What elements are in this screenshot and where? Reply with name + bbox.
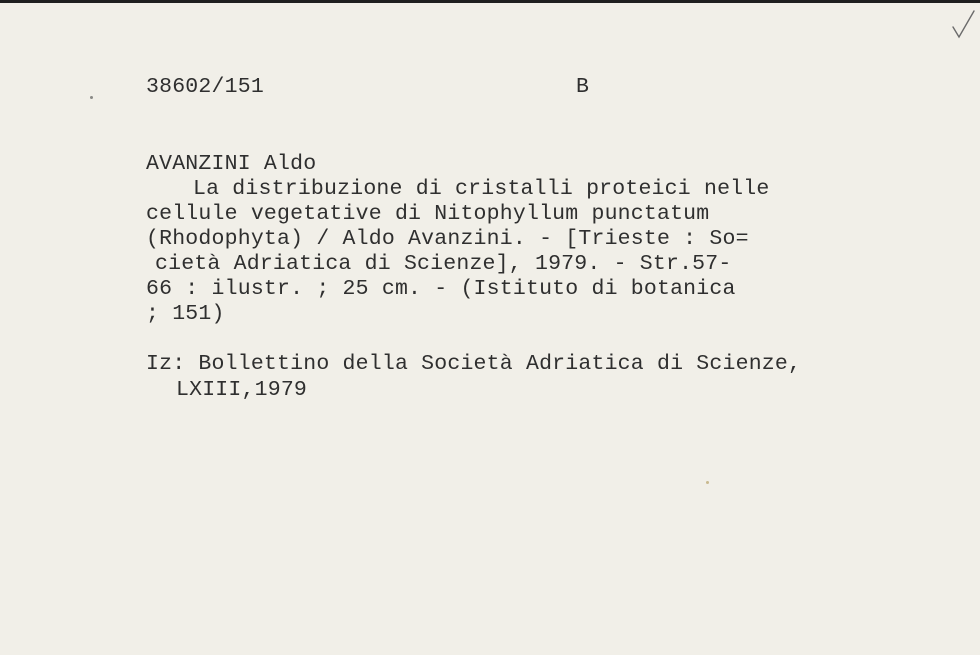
shelf-letter: B xyxy=(576,75,590,99)
source-line: LXIII,1979 xyxy=(176,378,308,402)
description-line: cietà Adriatica di Scienze], 1979. - Str.57- xyxy=(155,252,732,276)
description-line: La distribuzione di cristalli proteici nelle xyxy=(193,177,770,201)
source-line: Iz: Bollettino della Società Adriatica di Scienze, xyxy=(146,352,802,376)
description-line: 66 : ilustr. ; 25 cm. - (Istituto di botanica xyxy=(146,277,736,301)
paper-speck xyxy=(90,96,93,99)
description-line: cellule vegetative di Nitophyllum punctatum xyxy=(146,202,710,226)
paper-speck xyxy=(706,481,709,484)
description-line: (Rhodophyta) / Aldo Avanzini. - [Trieste : So= xyxy=(146,227,749,251)
check-mark-icon xyxy=(950,9,976,41)
author-heading: AVANZINI Aldo xyxy=(146,152,317,176)
call-number: 38602/151 xyxy=(146,75,264,99)
description-line: ; 151) xyxy=(146,302,225,326)
